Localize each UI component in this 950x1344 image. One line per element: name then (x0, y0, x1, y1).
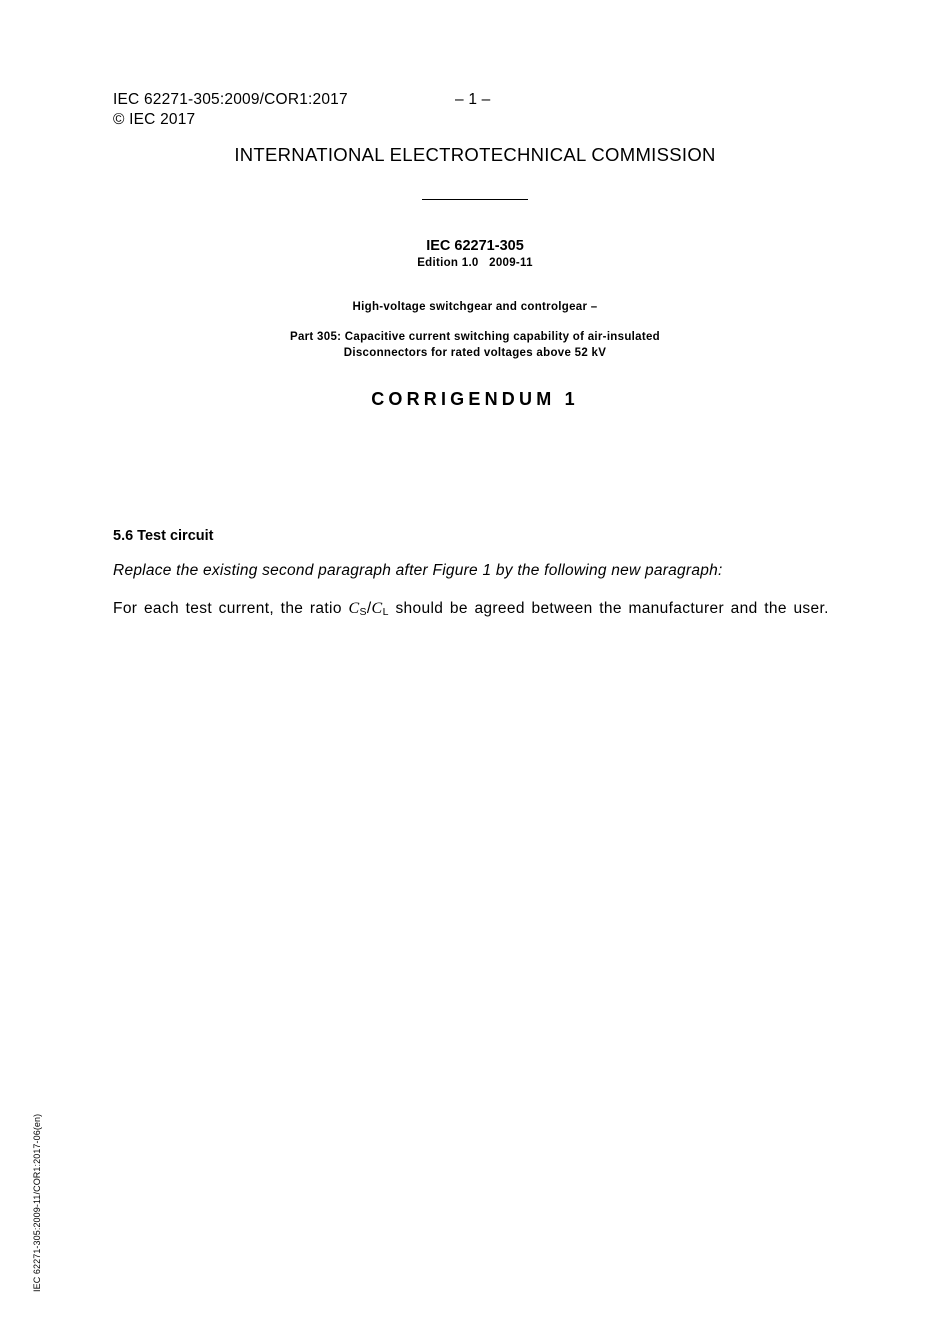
standard-title-line1: High-voltage switchgear and controlgear – (352, 301, 598, 313)
symbol-cs-subscript: S (359, 606, 367, 618)
page-number: – 1 – (455, 91, 491, 108)
document-reference: IEC 62271-305:2009/COR1:2017 (113, 91, 348, 108)
corrigendum-title: CORRIGENDUM 1 (371, 389, 579, 409)
standard-title-line2: Part 305: Capacitive current switching capability of air-insulated (289, 331, 660, 343)
title-divider (422, 199, 528, 200)
standard-number: IEC 62271-305 (426, 238, 524, 254)
section-heading: 5.6 Test circuit (113, 528, 214, 544)
paragraph-text-start: For each test current, the ratio (113, 600, 349, 617)
edition-text: Edition 1.0 2009-11 (417, 257, 533, 269)
side-document-reference: IEC 62271-305:2009-11/COR1:2017-06(en) (32, 1113, 42, 1292)
symbol-cl: CL (371, 600, 389, 618)
section-instruction: Replace the existing second paragraph after Figure 1 by the following new paragraph: (113, 562, 723, 579)
standard-title-line3: Disconnectors for rated voltages above 52 kV (343, 346, 607, 359)
paragraph-text-end: should be agreed between the manufacturer and the user. (388, 600, 829, 617)
organization-name: INTERNATIONAL ELECTROTECHNICAL COMMISSION (234, 144, 716, 165)
symbol-cl-subscript: L (382, 606, 389, 618)
symbol-cs: CS (348, 600, 367, 618)
section-paragraph (113, 598, 836, 623)
standard-title-part (0, 330, 950, 361)
ratio-slash: / (366, 600, 372, 617)
edition-line (0, 257, 950, 269)
copyright-notice: © IEC 2017 (113, 111, 196, 128)
